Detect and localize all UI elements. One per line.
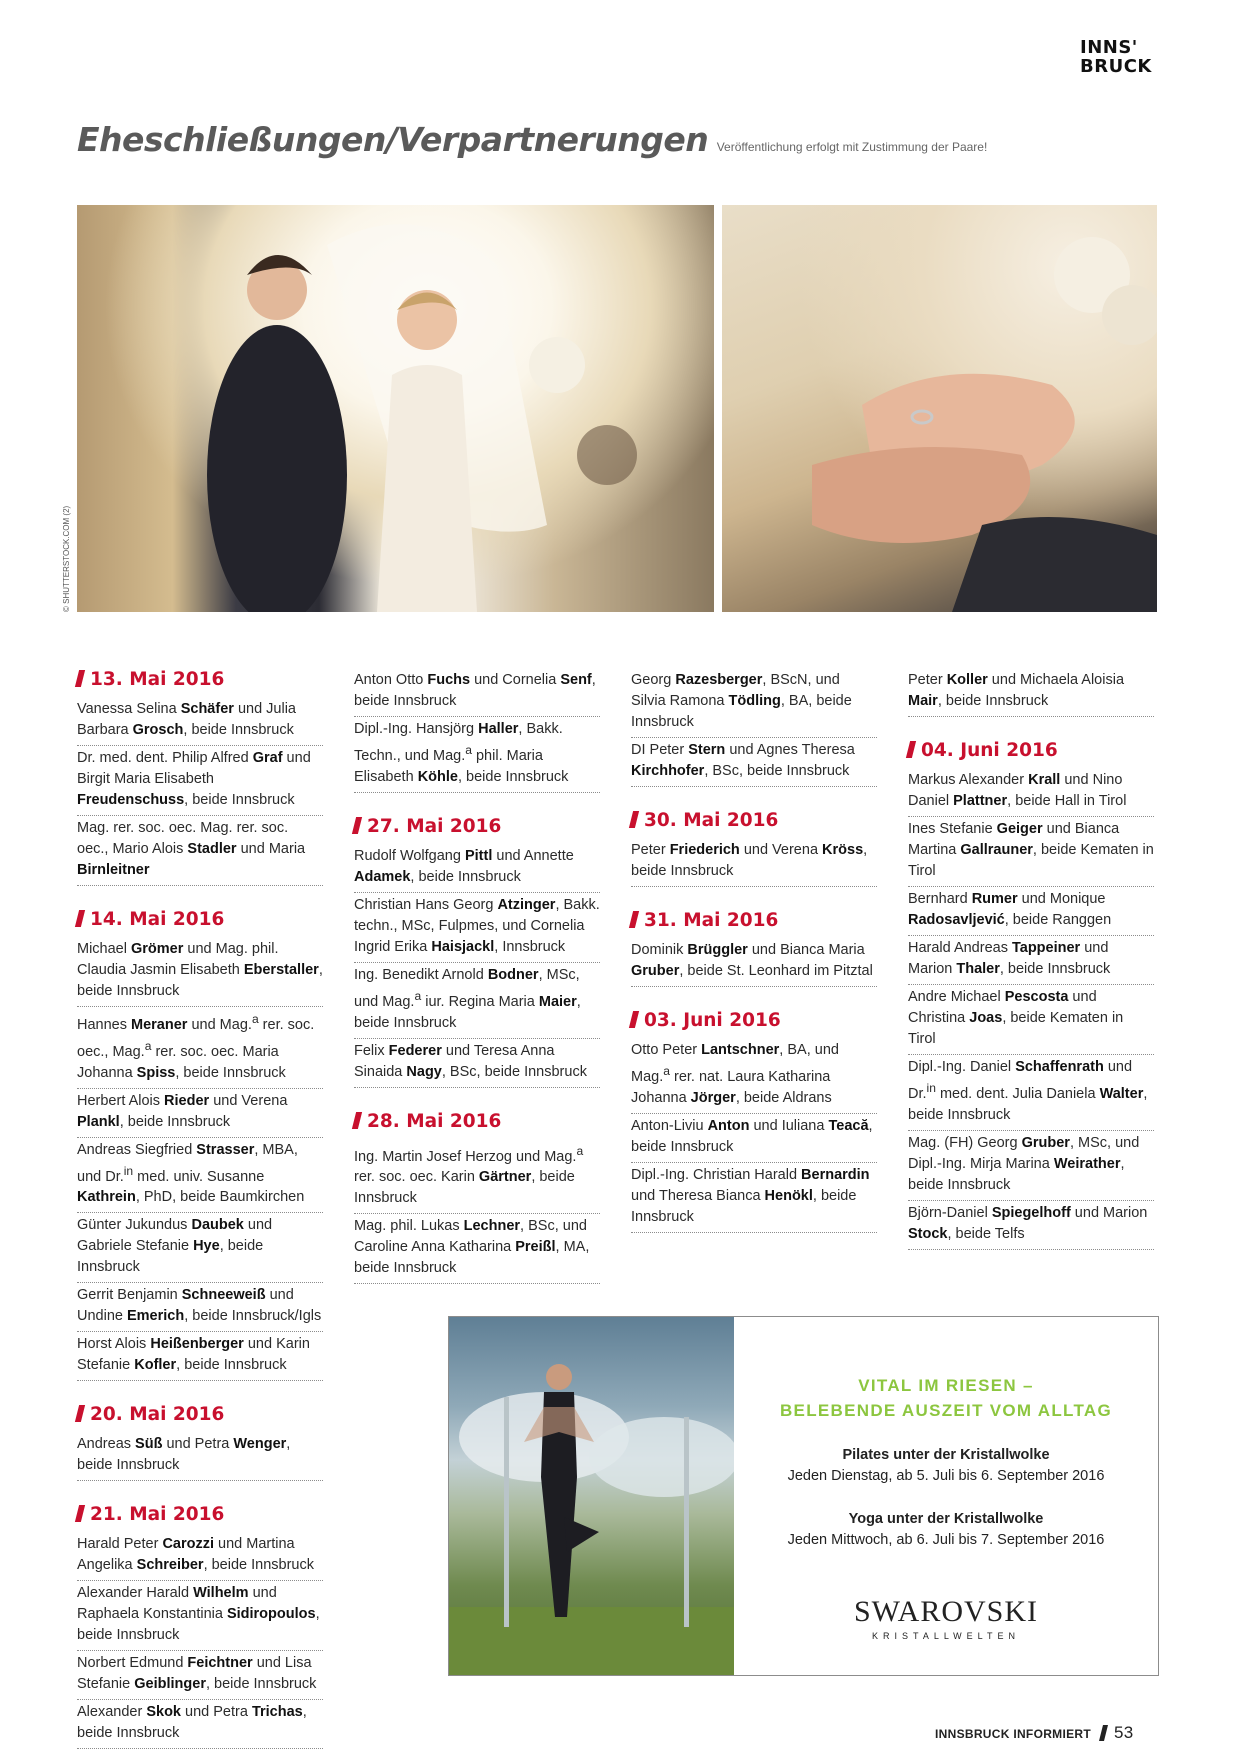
column-4 [908, 668, 1154, 1250]
date-label: 03. Juni 2016 [644, 1010, 781, 1031]
date-label: 31. Mai 2016 [644, 910, 779, 931]
announcement-entry: Markus Alexander Krall und Nino Daniel Plattner, beide Hall in Tirol [908, 768, 1154, 817]
swarovski-logo-subline: KRISTALLWELTEN [871, 1631, 1021, 1641]
date-slash-icon [352, 817, 362, 834]
date-heading [77, 1403, 323, 1427]
date-heading [908, 739, 1154, 763]
wedding-rings-photo [722, 205, 1157, 612]
announcement-entry: Mag. (FH) Georg Gruber, MSc, und Dipl.-Ing. Mirja Marina Weirather, beide Innsbruck [908, 1131, 1154, 1201]
date-heading [631, 1009, 877, 1033]
announcement-entry: Felix Federer und Teresa Anna Sinaida Nagy, BSc, beide Innsbruck [354, 1039, 600, 1088]
page-title: Eheschließungen/Verpartnerungen [77, 120, 709, 159]
announcement-entry: Otto Peter Lantschner, BA, und Mag.$^a$ rer. nat. Laura Katharina Johanna Jörger, beide Aldrans [631, 1038, 877, 1114]
date-heading [77, 668, 323, 692]
date-slash-icon [629, 911, 639, 928]
announcement-entry: Norbert Edmund Feichtner und Lisa Stefanie Geiblinger, beide Innsbruck [77, 1651, 323, 1700]
yoga-title: Yoga unter der Kristallwolke [848, 1511, 1044, 1527]
announcement-entry: Björn-Daniel Spiegelhoff und Marion Stock, beide Telfs [908, 1201, 1154, 1250]
announcement-entry: Michael Grömer und Mag. phil. Claudia Jasmin Elisabeth Eberstaller, beide Innsbruck [77, 937, 323, 1007]
announcement-entry: Peter Koller und Michaela Aloisia Mair, beide Innsbruck [908, 668, 1154, 717]
swarovski-ad[interactable] [448, 1316, 1159, 1676]
date-label: 04. Juni 2016 [921, 740, 1058, 761]
column-3 [631, 668, 877, 1233]
logo-line-2: BRUCK [1080, 56, 1152, 77]
page-number: 53 [1114, 1723, 1134, 1742]
innsbruck-logo [1080, 38, 1160, 76]
date-slash-icon [75, 910, 85, 927]
wedding-couple-illustration [77, 205, 714, 612]
announcement-entry: Christian Hans Georg Atzinger, Bakk. techn., MSc, Fulpmes, und Cornelia Ingrid Erika Haisjackl, Innsbruck [354, 893, 600, 963]
date-label: 13. Mai 2016 [90, 669, 225, 690]
page-subtitle: Veröffentlichung erfolgt mit Zustimmung der Paare! [716, 140, 988, 154]
announcement-entry: Andreas Siegfried Strasser, MBA, und Dr.$^{in}$ med. univ. Susanne Kathrein, PhD, beide Baumkirchen [77, 1138, 323, 1214]
announcement-entry: Dipl.-Ing. Daniel Schaffenrath und Dr.$^{in}$ med. dent. Julia Daniela Walter, beide Innsbruck [908, 1055, 1154, 1131]
yoga-photo [449, 1317, 734, 1675]
announcement-entry: Bernhard Rumer und Monique Radosavljević, beide Ranggen [908, 887, 1154, 936]
date-heading [77, 908, 323, 932]
yoga-illustration [449, 1317, 734, 1675]
announcement-entry: Gerrit Benjamin Schneeweiß und Undine Emerich, beide Innsbruck/Igls [77, 1283, 323, 1332]
announcement-entry: Harald Peter Carozzi und Martina Angelika Schreiber, beide Innsbruck [77, 1532, 323, 1581]
date-label: 20. Mai 2016 [90, 1404, 225, 1426]
announcement-entry: Mag. rer. soc. oec. Mag. rer. soc. oec., Mario Alois Stadler und Maria Birnleitner [77, 816, 323, 886]
date-heading [631, 809, 877, 833]
pilates-dates: Jeden Dienstag, ab 5. Juli bis 6. September 2016 [787, 1468, 1105, 1484]
date-heading [354, 1110, 600, 1134]
date-slash-icon [75, 1405, 85, 1422]
ad-headline-line-2: BELEBENDE AUSZEIT VOM ALLTAG [779, 1401, 1112, 1420]
announcement-entry: Mag. phil. Lukas Lechner, BSc, und Caroline Anna Katharina Preißl, MA, beide Innsbruck [354, 1214, 600, 1284]
announcement-entry: Günter Jukundus Daubek und Gabriele Stefanie Hye, beide Innsbruck [77, 1213, 323, 1283]
announcement-entry: Andre Michael Pescosta und Christina Joas, beide Kematen in Tirol [908, 985, 1154, 1055]
announcement-entry: Dipl.-Ing. Christian Harald Bernardin und Theresa Bianca Henökl, beide Innsbruck [631, 1163, 877, 1233]
announcement-entry: Ines Stefanie Geiger und Bianca Martina Gallrauner, beide Kematen in Tirol [908, 817, 1154, 887]
announcement-entry: Anton Otto Fuchs und Cornelia Senf, beide Innsbruck [354, 668, 600, 717]
hands-illustration [722, 205, 1157, 612]
date-heading [631, 909, 877, 933]
photo-credit: © SHUTTERSTOCK.COM (2) [62, 505, 71, 612]
ad-headline [734, 1373, 1158, 1423]
date-slash-icon [906, 741, 916, 758]
announcement-entry: Dipl.-Ing. Hansjörg Haller, Bakk. Techn., und Mag.$^a$ phil. Maria Elisabeth Köhle, beide Innsbruck [354, 717, 600, 793]
yoga-dates: Jeden Mittwoch, ab 6. Juli bis 7. September 2016 [787, 1532, 1105, 1548]
date-label: 27. Mai 2016 [367, 815, 502, 837]
date-heading [77, 1503, 323, 1527]
announcement-entry: Ing. Martin Josef Herzog und Mag.$^a$ rer. soc. oec. Karin Gärtner, beide Innsbruck [354, 1139, 600, 1215]
date-slash-icon [352, 1112, 362, 1129]
announcement-entry: Andreas Süß und Petra Wenger, beide Innsbruck [77, 1432, 323, 1481]
announcement-entry: Alexander Skok und Petra Trichas, beide Innsbruck [77, 1700, 323, 1749]
publication-name: INNSBRUCK INFORMIERT [935, 1727, 1091, 1741]
announcement-entry: Dr. med. dent. Philip Alfred Graf und Birgit Maria Elisabeth Freudenschuss, beide Innsbruck [77, 746, 323, 816]
announcement-entry: Georg Razesberger, BScN, und Silvia Ramona Tödling, BA, beide Innsbruck [631, 668, 877, 738]
wedding-couple-photo [77, 205, 714, 612]
announcement-entry: Vanessa Selina Schäfer und Julia Barbara Grosch, beide Innsbruck [77, 697, 323, 746]
announcement-entry: Horst Alois Heißenberger und Karin Stefanie Kofler, beide Innsbruck [77, 1332, 323, 1381]
logo-line-1: INNS' [1080, 37, 1138, 58]
date-label: 30. Mai 2016 [644, 810, 779, 831]
date-slash-icon [75, 1505, 85, 1522]
column-2 [354, 668, 600, 1284]
announcement-entry: Rudolf Wolfgang Pittl und Annette Adamek, beide Innsbruck [354, 844, 600, 893]
announcement-entry: Peter Friederich und Verena Kröss, beide Innsbruck [631, 838, 877, 887]
swarovski-logo: SWAROVSKI [853, 1595, 1039, 1628]
date-heading [354, 815, 600, 839]
announcement-entry: Alexander Harald Wilhelm und Raphaela Konstantinia Sidiropoulos, beide Innsbruck [77, 1581, 323, 1651]
title-row [77, 120, 987, 159]
date-label: 28. Mai 2016 [367, 1110, 502, 1132]
ad-headline-line-1: VITAL IM RIESEN – [858, 1376, 1034, 1395]
date-slash-icon [75, 670, 85, 687]
announcement-entry: Herbert Alois Rieder und Verena Plankl, beide Innsbruck [77, 1089, 323, 1138]
announcement-entry: Dominik Brüggler und Bianca Maria Gruber, beide St. Leonhard im Pitztal [631, 938, 877, 987]
date-label: 14. Mai 2016 [90, 909, 225, 930]
date-slash-icon [629, 811, 639, 828]
announcement-entry: Anton-Liviu Anton und Iuliana Teacă, beide Innsbruck [631, 1114, 877, 1163]
footer-slash [1099, 1725, 1108, 1741]
date-slash-icon [629, 1011, 639, 1028]
announcement-entry: Hannes Meraner und Mag.$^a$ rer. soc. oec., Mag.$^a$ rer. soc. oec. Maria Johanna Spiss, beide Innsbruck [77, 1007, 323, 1089]
announcement-entry: Harald Andreas Tappeiner und Marion Thaler, beide Innsbruck [908, 936, 1154, 985]
announcement-entry: Ing. Benedikt Arnold Bodner, MSc, und Mag.$^a$ iur. Regina Maria Maier, beide Innsbruck [354, 963, 600, 1039]
date-label: 21. Mai 2016 [90, 1504, 225, 1526]
column-1 [77, 668, 323, 1749]
page-footer [935, 1723, 1134, 1743]
ad-text-block [734, 1317, 1158, 1641]
announcement-entry: DI Peter Stern und Agnes Theresa Kirchhofer, BSc, beide Innsbruck [631, 738, 877, 787]
pilates-title: Pilates unter der Kristallwolke [842, 1447, 1050, 1463]
